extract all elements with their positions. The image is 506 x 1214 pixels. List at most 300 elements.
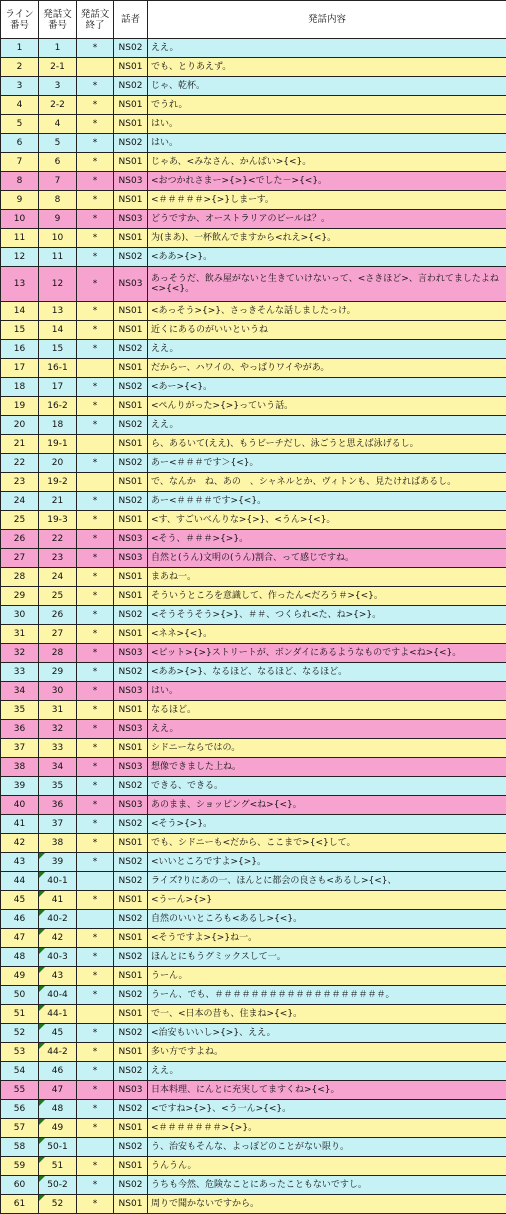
table-row bbox=[1, 267, 506, 302]
content-cell: はい。 bbox=[148, 115, 506, 134]
content-cell: そういうところを意識して、作ったん<だろう＃>{<}。 bbox=[148, 587, 506, 606]
table-row bbox=[1, 511, 506, 530]
table-row bbox=[1, 1005, 506, 1024]
utterance-number-cell: 44-1 bbox=[39, 1005, 77, 1024]
utterance-end-cell bbox=[77, 872, 114, 891]
table-row bbox=[1, 644, 506, 663]
header-line-number: ライン番号 bbox=[1, 1, 39, 39]
content-cell: うんうん。 bbox=[148, 1157, 506, 1176]
speaker-cell: NS03 bbox=[114, 530, 148, 549]
utterance-number-cell: 35 bbox=[39, 777, 77, 796]
table-row bbox=[1, 321, 506, 340]
content-cell: あっそうだ、飲み屋がないと生きていけないって、<さきほど>、言われてましたよね<>{<}。 bbox=[148, 267, 506, 302]
utterance-number-cell: 42 bbox=[39, 929, 77, 948]
table-row bbox=[1, 1024, 506, 1043]
utterance-number-cell: 26 bbox=[39, 606, 77, 625]
utterance-number-cell: 45 bbox=[39, 1024, 77, 1043]
table-row bbox=[1, 229, 506, 248]
header-utterance-end: 発話文終了 bbox=[77, 1, 114, 39]
utterance-end-cell: * bbox=[77, 267, 114, 302]
table-row bbox=[1, 758, 506, 777]
utterance-end-cell: * bbox=[77, 834, 114, 853]
line-number-cell: 47 bbox=[1, 929, 39, 948]
line-number-cell: 42 bbox=[1, 834, 39, 853]
table-row bbox=[1, 739, 506, 758]
utterance-number-cell: 25 bbox=[39, 587, 77, 606]
utterance-end-cell: * bbox=[77, 416, 114, 435]
utterance-end-cell: * bbox=[77, 378, 114, 397]
speaker-cell: NS02 bbox=[114, 1062, 148, 1081]
content-cell: 自然のいいところも<あるし>{<}。 bbox=[148, 910, 506, 929]
table-row bbox=[1, 58, 506, 77]
utterance-end-cell: * bbox=[77, 796, 114, 815]
speaker-cell: NS02 bbox=[114, 492, 148, 511]
utterance-number-cell: 19-1 bbox=[39, 435, 77, 454]
content-cell: ええ。 bbox=[148, 340, 506, 359]
utterance-number-cell: 3 bbox=[39, 77, 77, 96]
utterance-number-cell: 2-1 bbox=[39, 58, 77, 77]
utterance-number-cell: 14 bbox=[39, 321, 77, 340]
speaker-cell: NS01 bbox=[114, 58, 148, 77]
line-number-cell: 44 bbox=[1, 872, 39, 891]
utterance-number-cell: 36 bbox=[39, 796, 77, 815]
table-row bbox=[1, 378, 506, 397]
utterance-number-cell: 10 bbox=[39, 229, 77, 248]
line-number-cell: 36 bbox=[1, 720, 39, 739]
line-number-cell: 25 bbox=[1, 511, 39, 530]
line-number-cell: 7 bbox=[1, 153, 39, 172]
utterance-end-cell: * bbox=[77, 777, 114, 796]
content-cell: <ああ>{>}。 bbox=[148, 248, 506, 267]
utterance-end-cell: * bbox=[77, 606, 114, 625]
speaker-cell: NS01 bbox=[114, 473, 148, 492]
speaker-cell: NS02 bbox=[114, 1176, 148, 1195]
table-row bbox=[1, 853, 506, 872]
table-row bbox=[1, 473, 506, 492]
utterance-end-cell bbox=[77, 473, 114, 492]
line-number-cell: 60 bbox=[1, 1176, 39, 1195]
utterance-number-cell: 7 bbox=[39, 172, 77, 191]
speaker-cell: NS02 bbox=[114, 872, 148, 891]
line-number-cell: 58 bbox=[1, 1138, 39, 1157]
utterance-end-cell: * bbox=[77, 1024, 114, 1043]
speaker-cell: NS01 bbox=[114, 891, 148, 910]
content-cell: 为(まあ)、一杯飲んでますから<れえ>{<}。 bbox=[148, 229, 506, 248]
utterance-number-cell: 19-2 bbox=[39, 473, 77, 492]
utterance-number-cell: 2-2 bbox=[39, 96, 77, 115]
line-number-cell: 51 bbox=[1, 1005, 39, 1024]
speaker-cell: NS01 bbox=[114, 191, 148, 210]
content-cell: <そう、＃＃＃>{>}。 bbox=[148, 530, 506, 549]
content-cell: <いいところですよ>{>}。 bbox=[148, 853, 506, 872]
utterance-number-cell: 40-2 bbox=[39, 910, 77, 929]
content-cell: 周りで聞かないですから。 bbox=[148, 1195, 506, 1214]
line-number-cell: 1 bbox=[1, 39, 39, 58]
utterance-end-cell: * bbox=[77, 302, 114, 321]
content-cell: <す、すごいべんりな>{>}、<うん>{<}。 bbox=[148, 511, 506, 530]
utterance-end-cell: * bbox=[77, 1195, 114, 1214]
speaker-cell: NS01 bbox=[114, 1157, 148, 1176]
table-row bbox=[1, 359, 506, 378]
line-number-cell: 17 bbox=[1, 359, 39, 378]
speaker-cell: NS01 bbox=[114, 739, 148, 758]
table-row bbox=[1, 1119, 506, 1138]
speaker-cell: NS01 bbox=[114, 397, 148, 416]
table-row bbox=[1, 986, 506, 1005]
utterance-number-cell: 16-2 bbox=[39, 397, 77, 416]
speaker-cell: NS03 bbox=[114, 1081, 148, 1100]
utterance-end-cell: * bbox=[77, 77, 114, 96]
speaker-cell: NS01 bbox=[114, 229, 148, 248]
utterance-end-cell: * bbox=[77, 929, 114, 948]
content-cell: だからー、ハワイの、やっぱりワイやがあ。 bbox=[148, 359, 506, 378]
table-row bbox=[1, 549, 506, 568]
table-row bbox=[1, 1081, 506, 1100]
table-row bbox=[1, 39, 506, 58]
utterance-number-cell: 17 bbox=[39, 378, 77, 397]
table-row bbox=[1, 834, 506, 853]
speaker-cell: NS03 bbox=[114, 796, 148, 815]
utterance-number-cell: 48 bbox=[39, 1100, 77, 1119]
utterance-end-cell: * bbox=[77, 492, 114, 511]
utterance-number-cell: 19-3 bbox=[39, 511, 77, 530]
utterance-number-cell: 41 bbox=[39, 891, 77, 910]
speaker-cell: NS02 bbox=[114, 378, 148, 397]
line-number-cell: 61 bbox=[1, 1195, 39, 1214]
line-number-cell: 52 bbox=[1, 1024, 39, 1043]
utterance-number-cell: 50-1 bbox=[39, 1138, 77, 1157]
content-cell: どうですか、オーストラリアのビールは？。 bbox=[148, 210, 506, 229]
table-row bbox=[1, 1195, 506, 1214]
line-number-cell: 27 bbox=[1, 549, 39, 568]
content-cell: 多い方ですよね。 bbox=[148, 1043, 506, 1062]
utterance-end-cell: * bbox=[77, 815, 114, 834]
table-row bbox=[1, 682, 506, 701]
speaker-cell: NS01 bbox=[114, 115, 148, 134]
utterance-end-cell: * bbox=[77, 248, 114, 267]
speaker-cell: NS02 bbox=[114, 606, 148, 625]
line-number-cell: 13 bbox=[1, 267, 39, 302]
utterance-end-cell: * bbox=[77, 1100, 114, 1119]
utterance-number-cell: 30 bbox=[39, 682, 77, 701]
utterance-end-cell: * bbox=[77, 625, 114, 644]
utterance-number-cell: 8 bbox=[39, 191, 77, 210]
utterance-number-cell: 1 bbox=[39, 39, 77, 58]
utterance-number-cell: 38 bbox=[39, 834, 77, 853]
utterance-number-cell: 4 bbox=[39, 115, 77, 134]
line-number-cell: 54 bbox=[1, 1062, 39, 1081]
header-row bbox=[1, 1, 506, 39]
utterance-number-cell: 52 bbox=[39, 1195, 77, 1214]
line-number-cell: 50 bbox=[1, 986, 39, 1005]
line-number-cell: 34 bbox=[1, 682, 39, 701]
content-cell: <そう>{>}。 bbox=[148, 815, 506, 834]
line-number-cell: 57 bbox=[1, 1119, 39, 1138]
speaker-cell: NS02 bbox=[114, 815, 148, 834]
utterance-number-cell: 40-1 bbox=[39, 872, 77, 891]
speaker-cell: NS03 bbox=[114, 549, 148, 568]
content-cell: ええ。 bbox=[148, 1062, 506, 1081]
line-number-cell: 11 bbox=[1, 229, 39, 248]
speaker-cell: NS01 bbox=[114, 321, 148, 340]
line-number-cell: 46 bbox=[1, 910, 39, 929]
line-number-cell: 18 bbox=[1, 378, 39, 397]
speaker-cell: NS01 bbox=[114, 929, 148, 948]
table-row bbox=[1, 606, 506, 625]
utterance-end-cell: * bbox=[77, 210, 114, 229]
speaker-cell: NS03 bbox=[114, 644, 148, 663]
line-number-cell: 40 bbox=[1, 796, 39, 815]
utterance-end-cell: * bbox=[77, 153, 114, 172]
utterance-end-cell: * bbox=[77, 134, 114, 153]
line-number-cell: 59 bbox=[1, 1157, 39, 1176]
utterance-end-cell: * bbox=[77, 549, 114, 568]
content-cell: 日本料理、にんとに充実してますくね>{<}。 bbox=[148, 1081, 506, 1100]
table-row bbox=[1, 77, 506, 96]
table-row bbox=[1, 777, 506, 796]
speaker-cell: NS01 bbox=[114, 96, 148, 115]
utterance-number-cell: 28 bbox=[39, 644, 77, 663]
table-row bbox=[1, 663, 506, 682]
content-cell: 近くにあるのがいいというね bbox=[148, 321, 506, 340]
line-number-cell: 48 bbox=[1, 948, 39, 967]
utterance-number-cell: 27 bbox=[39, 625, 77, 644]
line-number-cell: 10 bbox=[1, 210, 39, 229]
speaker-cell: NS02 bbox=[114, 1100, 148, 1119]
table-row bbox=[1, 96, 506, 115]
utterance-end-cell: * bbox=[77, 986, 114, 1005]
line-number-cell: 33 bbox=[1, 663, 39, 682]
utterance-end-cell: * bbox=[77, 758, 114, 777]
utterance-end-cell: * bbox=[77, 701, 114, 720]
speaker-cell: NS01 bbox=[114, 967, 148, 986]
speaker-cell: NS02 bbox=[114, 134, 148, 153]
utterance-end-cell bbox=[77, 435, 114, 454]
utterance-end-cell: * bbox=[77, 397, 114, 416]
speaker-cell: NS01 bbox=[114, 701, 148, 720]
utterance-end-cell: * bbox=[77, 511, 114, 530]
utterance-end-cell: * bbox=[77, 1062, 114, 1081]
content-cell: じゃあ、<みなさん、かんぱい>{<}。 bbox=[148, 153, 506, 172]
speaker-cell: NS02 bbox=[114, 340, 148, 359]
utterance-number-cell: 5 bbox=[39, 134, 77, 153]
content-cell: ええ。 bbox=[148, 416, 506, 435]
table-row bbox=[1, 1157, 506, 1176]
content-cell: でうれ。 bbox=[148, 96, 506, 115]
table-row bbox=[1, 910, 506, 929]
speaker-cell: NS02 bbox=[114, 1024, 148, 1043]
line-number-cell: 8 bbox=[1, 172, 39, 191]
content-cell: <ですね>{>}、<う一ん>{<}。 bbox=[148, 1100, 506, 1119]
content-cell: でも、とりあえず。 bbox=[148, 58, 506, 77]
table-row bbox=[1, 416, 506, 435]
content-cell: <そうそうそう>{>}、＃＃、つくられ<た、ね>{>}。 bbox=[148, 606, 506, 625]
utterance-end-cell: * bbox=[77, 663, 114, 682]
line-number-cell: 28 bbox=[1, 568, 39, 587]
line-number-cell: 20 bbox=[1, 416, 39, 435]
content-cell: うちも今然、危険なことにあったこともないですし。 bbox=[148, 1176, 506, 1195]
utterance-number-cell: 9 bbox=[39, 210, 77, 229]
line-number-cell: 21 bbox=[1, 435, 39, 454]
utterance-number-cell: 32 bbox=[39, 720, 77, 739]
utterance-number-cell: 40-4 bbox=[39, 986, 77, 1005]
utterance-end-cell: * bbox=[77, 172, 114, 191]
utterance-number-cell: 23 bbox=[39, 549, 77, 568]
table-row bbox=[1, 134, 506, 153]
utterance-end-cell: * bbox=[77, 321, 114, 340]
line-number-cell: 35 bbox=[1, 701, 39, 720]
speaker-cell: NS01 bbox=[114, 1043, 148, 1062]
speaker-cell: NS03 bbox=[114, 210, 148, 229]
speaker-cell: NS02 bbox=[114, 986, 148, 1005]
speaker-cell: NS03 bbox=[114, 682, 148, 701]
table-row bbox=[1, 248, 506, 267]
speaker-cell: NS02 bbox=[114, 39, 148, 58]
utterance-number-cell: 46 bbox=[39, 1062, 77, 1081]
speaker-cell: NS02 bbox=[114, 454, 148, 473]
content-cell: 自然と(うん)文明の(うん)割合、って感じですね。 bbox=[148, 549, 506, 568]
utterance-number-cell: 13 bbox=[39, 302, 77, 321]
line-number-cell: 41 bbox=[1, 815, 39, 834]
content-cell: まあね一。 bbox=[148, 568, 506, 587]
utterance-end-cell: * bbox=[77, 115, 114, 134]
content-cell: シドニーならではの。 bbox=[148, 739, 506, 758]
utterance-number-cell: 6 bbox=[39, 153, 77, 172]
utterance-end-cell: * bbox=[77, 720, 114, 739]
line-number-cell: 19 bbox=[1, 397, 39, 416]
line-number-cell: 32 bbox=[1, 644, 39, 663]
content-cell: ええ。 bbox=[148, 720, 506, 739]
table-row bbox=[1, 172, 506, 191]
utterance-end-cell: * bbox=[77, 1119, 114, 1138]
content-cell: うーん、でも、＃＃＃＃＃＃＃＃＃＃＃＃＃＃＃＃＃＃＃。 bbox=[148, 986, 506, 1005]
utterance-number-cell: 24 bbox=[39, 568, 77, 587]
utterance-end-cell: * bbox=[77, 739, 114, 758]
line-number-cell: 29 bbox=[1, 587, 39, 606]
speaker-cell: NS03 bbox=[114, 758, 148, 777]
content-cell: ら、あるいて(ええ)、もうビーチだし、泳ごうと思えば泳げるし。 bbox=[148, 435, 506, 454]
speaker-cell: NS01 bbox=[114, 1005, 148, 1024]
content-cell: <おつかれさまー>{>}<でした－>{<}。 bbox=[148, 172, 506, 191]
speaker-cell: NS03 bbox=[114, 267, 148, 302]
table-row bbox=[1, 115, 506, 134]
content-cell: <ああ>{>}、なるほど、なるほど、なるほど。 bbox=[148, 663, 506, 682]
table-row bbox=[1, 720, 506, 739]
content-cell: あー<＃＃＃＃です>{<}。 bbox=[148, 492, 506, 511]
content-cell: なるほど。 bbox=[148, 701, 506, 720]
table-row bbox=[1, 492, 506, 511]
speaker-cell: NS02 bbox=[114, 948, 148, 967]
utterance-end-cell: * bbox=[77, 340, 114, 359]
content-cell: <うーん>{>} bbox=[148, 891, 506, 910]
table-row bbox=[1, 929, 506, 948]
utterance-number-cell: 37 bbox=[39, 815, 77, 834]
table-row bbox=[1, 625, 506, 644]
table-row bbox=[1, 701, 506, 720]
utterance-end-cell bbox=[77, 359, 114, 378]
table-row bbox=[1, 948, 506, 967]
utterance-number-cell: 22 bbox=[39, 530, 77, 549]
speaker-cell: NS01 bbox=[114, 587, 148, 606]
speaker-cell: NS02 bbox=[114, 853, 148, 872]
line-number-cell: 6 bbox=[1, 134, 39, 153]
content-cell: <あっそう>{>}、さっきそんな話しましたっけ。 bbox=[148, 302, 506, 321]
utterance-number-cell: 18 bbox=[39, 416, 77, 435]
table-row bbox=[1, 530, 506, 549]
speaker-cell: NS03 bbox=[114, 720, 148, 739]
utterance-number-cell: 20 bbox=[39, 454, 77, 473]
speaker-cell: NS01 bbox=[114, 568, 148, 587]
utterance-number-cell: 34 bbox=[39, 758, 77, 777]
utterance-end-cell: * bbox=[77, 891, 114, 910]
content-cell: じゃ、乾杯。 bbox=[148, 77, 506, 96]
line-number-cell: 2 bbox=[1, 58, 39, 77]
line-number-cell: 38 bbox=[1, 758, 39, 777]
line-number-cell: 24 bbox=[1, 492, 39, 511]
speaker-cell: NS02 bbox=[114, 663, 148, 682]
utterance-number-cell: 40-3 bbox=[39, 948, 77, 967]
utterance-end-cell: * bbox=[77, 191, 114, 210]
utterance-number-cell: 44-2 bbox=[39, 1043, 77, 1062]
table-row bbox=[1, 815, 506, 834]
utterance-number-cell: 51 bbox=[39, 1157, 77, 1176]
content-cell: <ネネ>{<}。 bbox=[148, 625, 506, 644]
speaker-cell: NS03 bbox=[114, 172, 148, 191]
utterance-end-cell: * bbox=[77, 853, 114, 872]
speaker-cell: NS01 bbox=[114, 359, 148, 378]
speaker-cell: NS01 bbox=[114, 1119, 148, 1138]
content-cell: <治安もいいし>{>}、ええ。 bbox=[148, 1024, 506, 1043]
utterance-end-cell: * bbox=[77, 644, 114, 663]
utterance-number-cell: 50-2 bbox=[39, 1176, 77, 1195]
line-number-cell: 30 bbox=[1, 606, 39, 625]
utterance-end-cell: * bbox=[77, 1043, 114, 1062]
line-number-cell: 56 bbox=[1, 1100, 39, 1119]
content-cell: うーん。 bbox=[148, 967, 506, 986]
line-number-cell: 5 bbox=[1, 115, 39, 134]
speaker-cell: NS01 bbox=[114, 435, 148, 454]
content-cell: 想像できました上ね。 bbox=[148, 758, 506, 777]
utterance-end-cell bbox=[77, 58, 114, 77]
table-row bbox=[1, 872, 506, 891]
line-number-cell: 16 bbox=[1, 340, 39, 359]
header-content: 発話内容 bbox=[148, 1, 506, 39]
speaker-cell: NS01 bbox=[114, 1195, 148, 1214]
table-row bbox=[1, 153, 506, 172]
utterance-number-cell: 15 bbox=[39, 340, 77, 359]
utterance-number-cell: 49 bbox=[39, 1119, 77, 1138]
header-speaker: 話者 bbox=[114, 1, 148, 39]
content-cell: ライズ?りにあの一、ほんとに都会の良さも<あるし>{<}、 bbox=[148, 872, 506, 891]
line-number-cell: 49 bbox=[1, 967, 39, 986]
content-cell: ええ。 bbox=[148, 39, 506, 58]
line-number-cell: 9 bbox=[1, 191, 39, 210]
table-row bbox=[1, 435, 506, 454]
table-row bbox=[1, 891, 506, 910]
content-cell: <そうですよ>{>}ね一。 bbox=[148, 929, 506, 948]
speaker-cell: NS01 bbox=[114, 625, 148, 644]
utterance-number-cell: 39 bbox=[39, 853, 77, 872]
utterance-end-cell: * bbox=[77, 39, 114, 58]
content-cell: <＃＃＃＃＃＃＃>{>}。 bbox=[148, 1119, 506, 1138]
utterance-end-cell: * bbox=[77, 530, 114, 549]
content-cell: はい。 bbox=[148, 682, 506, 701]
speaker-cell: NS02 bbox=[114, 416, 148, 435]
table-row bbox=[1, 1138, 506, 1157]
line-number-cell: 55 bbox=[1, 1081, 39, 1100]
line-number-cell: 3 bbox=[1, 77, 39, 96]
content-cell: ほんとにもうグミックスして一。 bbox=[148, 948, 506, 967]
